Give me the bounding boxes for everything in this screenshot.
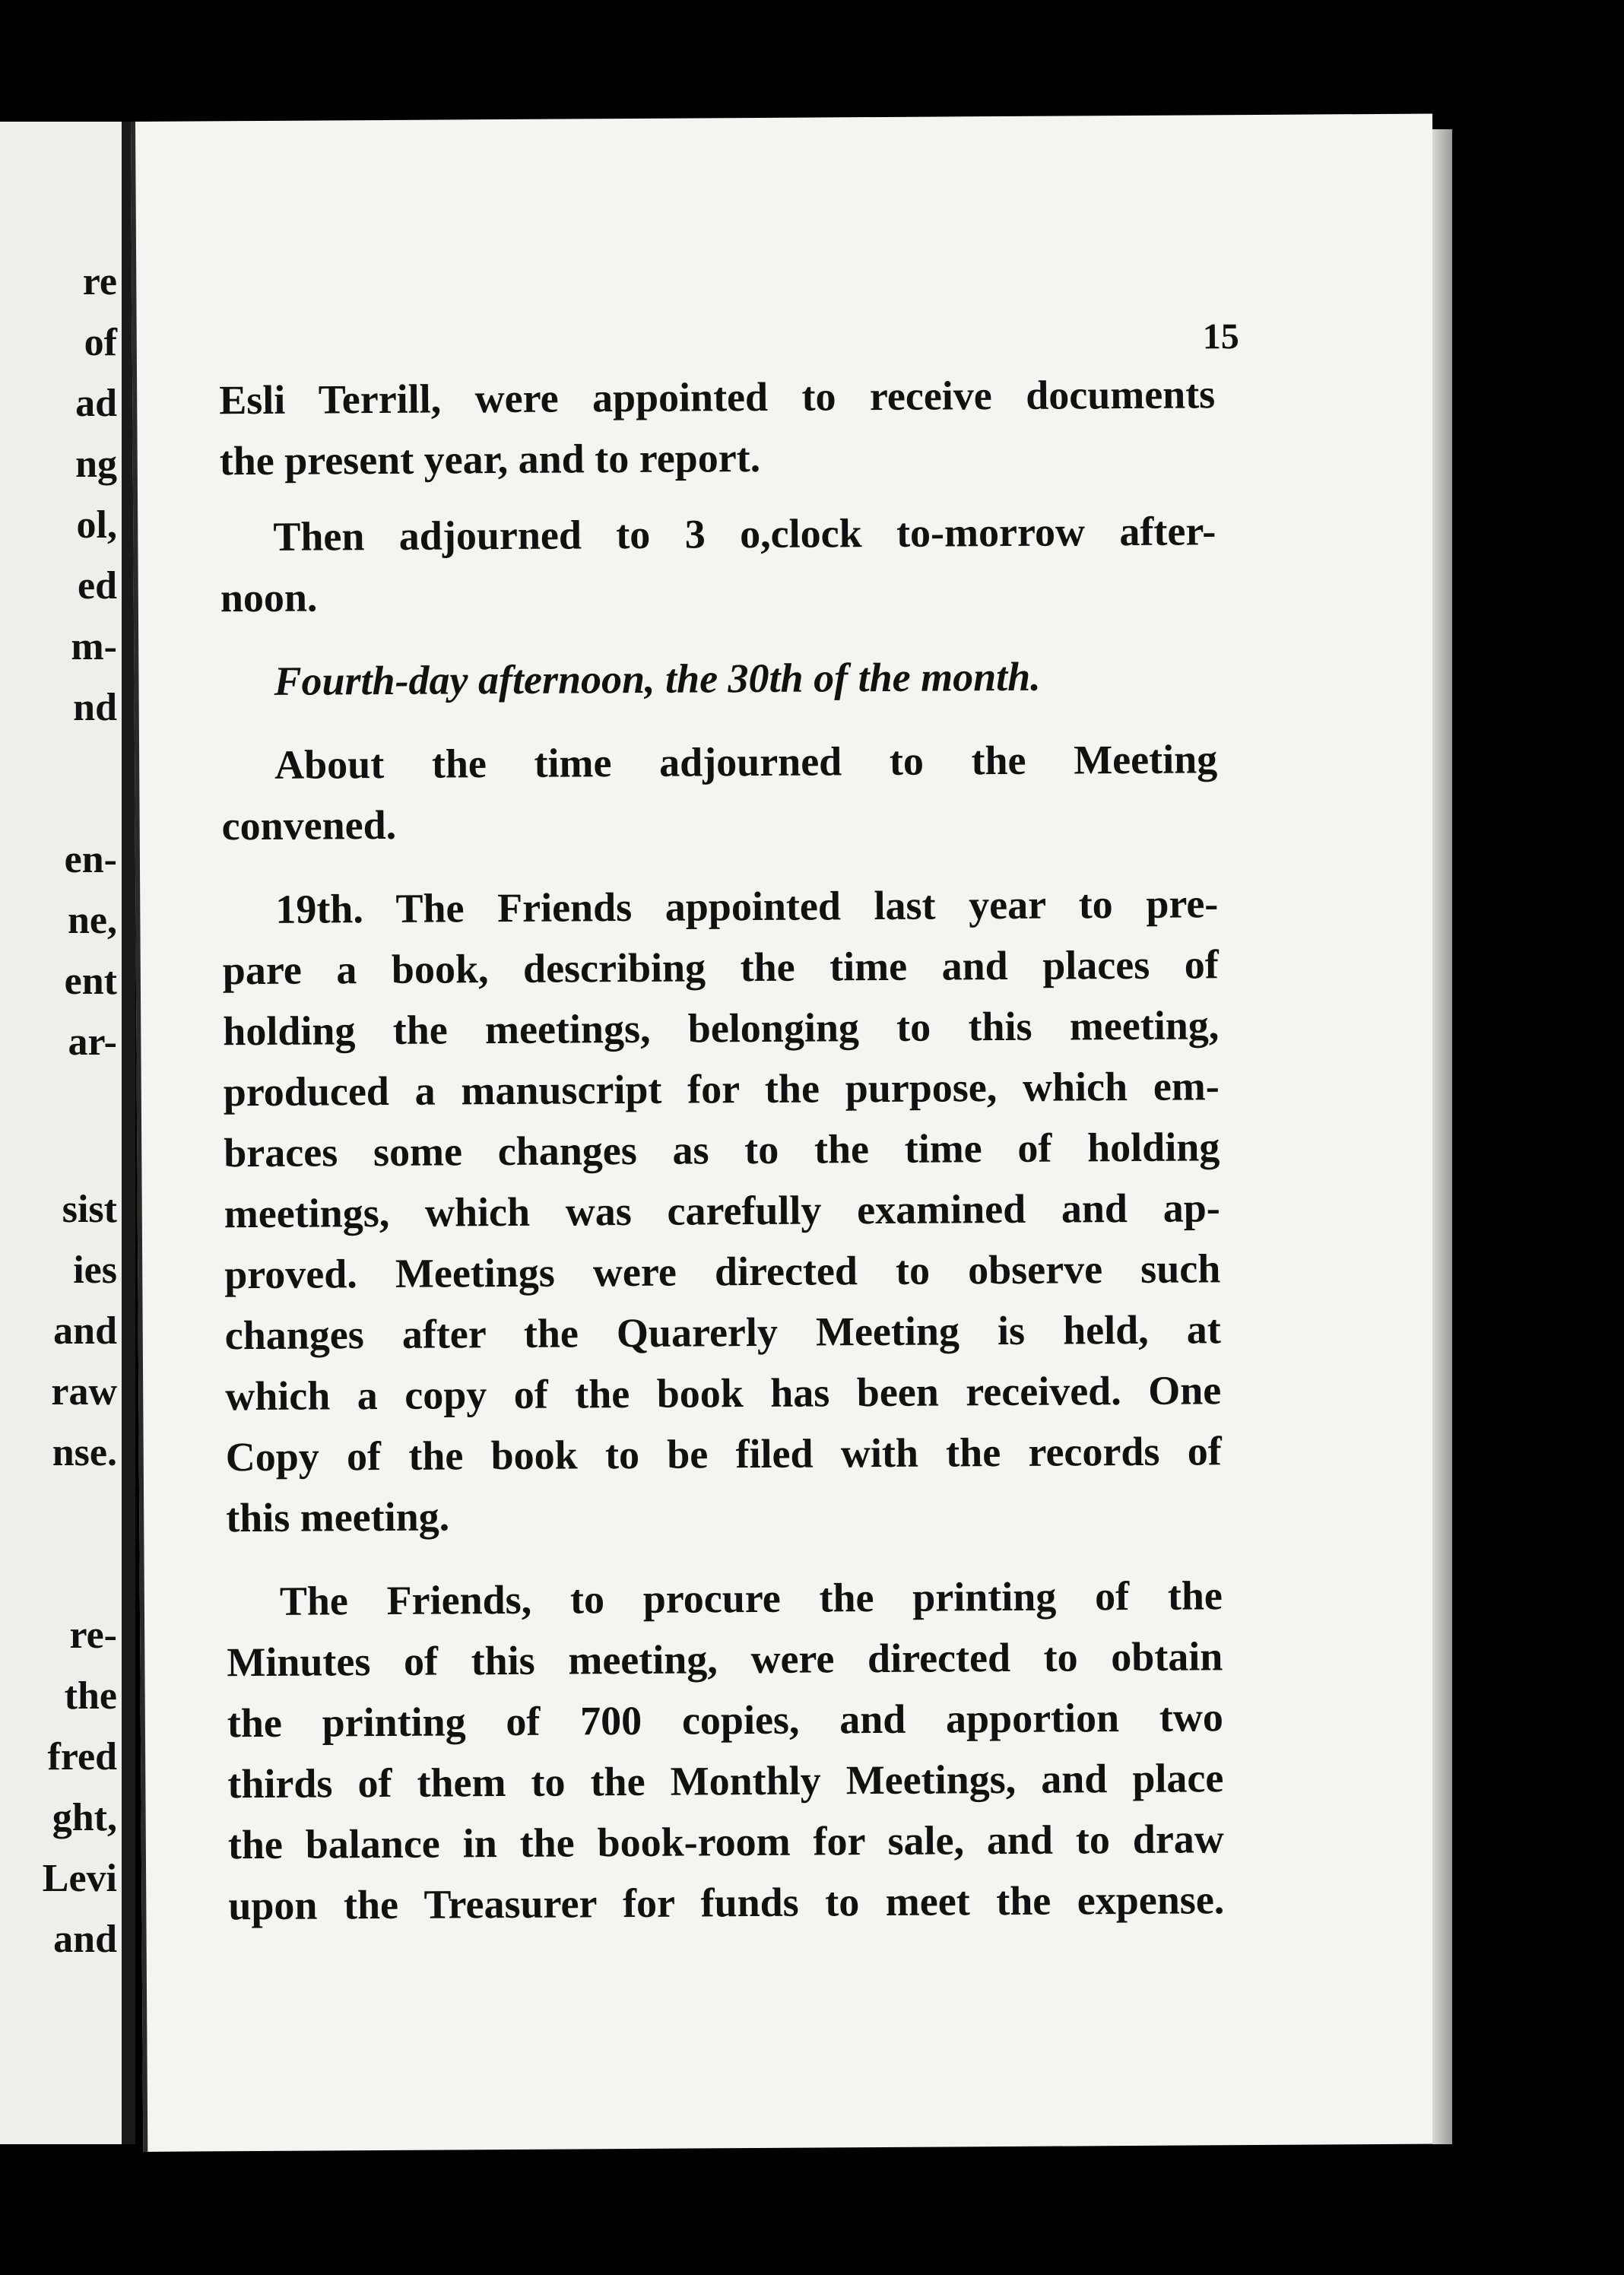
text-line: which a copy of the book has been received. One <box>225 1367 1222 1420</box>
show-through-text <box>334 257 342 296</box>
text-line: this meeting. <box>226 1493 450 1541</box>
text-line: Then adjourned to 3 o,clock to-morrow after- <box>273 508 1216 560</box>
facing-page-word: ng <box>75 443 117 486</box>
facing-page-word: ed <box>78 564 117 608</box>
facing-page-word: nd <box>73 686 117 729</box>
text-line: About the time adjourned to the Meeting <box>274 736 1218 788</box>
book-page <box>131 114 1445 2152</box>
facing-page-word: en- <box>64 838 117 881</box>
text-line: Minutes of this meeting, were directed to obtain <box>227 1633 1223 1686</box>
facing-page-word: fred <box>47 1735 117 1778</box>
text-line: changes after the Quarerly Meeting is held, at <box>224 1306 1221 1359</box>
text-line: meetings, which was carefully examined and ap- <box>224 1185 1220 1237</box>
facing-page-word: re- <box>69 1613 117 1657</box>
text-line: the balance in the book-room for sale, and to draw <box>227 1816 1225 1868</box>
facing-page-word: ol, <box>76 503 117 547</box>
facing-page-word: of <box>84 321 117 364</box>
text-line: braces some changes as to the time of holding <box>224 1124 1220 1176</box>
facing-page-word: re <box>82 260 117 303</box>
facing-page-word: nse. <box>52 1431 117 1474</box>
text-line: holding the meetings, belonging to this meeting, <box>223 1002 1220 1055</box>
text-line: thirds of them to the Monthly Meetings, and place <box>227 1755 1224 1807</box>
text-line: 19th. The Friends appointed last year to pre- <box>275 880 1219 932</box>
facing-page-word: raw <box>51 1370 117 1414</box>
facing-page-word: ne, <box>68 899 117 942</box>
text-line: Esli Terrill, were appointed to receive documents <box>219 371 1216 424</box>
facing-page-word: ght, <box>52 1796 117 1839</box>
facing-page-word: ent <box>64 960 117 1003</box>
facing-page-word: the <box>64 1674 117 1718</box>
facing-page-word: ar- <box>68 1020 117 1064</box>
section-heading: Fourth-day afternoon, the 30th of the month. <box>274 653 1041 704</box>
facing-page-fragment <box>0 122 122 2144</box>
text-line: upon the Treasurer for funds to meet the expense. <box>228 1877 1225 1929</box>
facing-page-word: sist <box>62 1188 117 1231</box>
page-body-text <box>219 371 1225 1929</box>
text-line: The Friends, to procure the printing of the <box>279 1572 1223 1624</box>
facing-page-word: and <box>53 1918 117 1961</box>
text-line: the printing of 700 copies, and apportion two <box>227 1694 1224 1747</box>
text-line: Copy of the book to be filed with the records of <box>225 1428 1222 1480</box>
text-line: proved. Meetings were directed to observe such <box>224 1245 1221 1298</box>
text-line: produced a manuscript for the purpose, which em- <box>223 1063 1220 1115</box>
facing-page-word: and <box>53 1309 117 1353</box>
facing-page-word: ad <box>75 382 117 425</box>
text-line: pare a book, describing the time and places of <box>222 941 1219 994</box>
facing-page-word: m- <box>71 625 117 668</box>
page-number: 15 <box>1202 316 1239 357</box>
facing-page-word: Levi <box>42 1857 117 1900</box>
text-line: the present year, and to report. <box>219 434 761 484</box>
text-line: convened. <box>221 801 397 849</box>
page-edge <box>1432 129 1452 2144</box>
text-line: noon. <box>220 574 318 621</box>
facing-page-word: ies <box>73 1249 117 1292</box>
